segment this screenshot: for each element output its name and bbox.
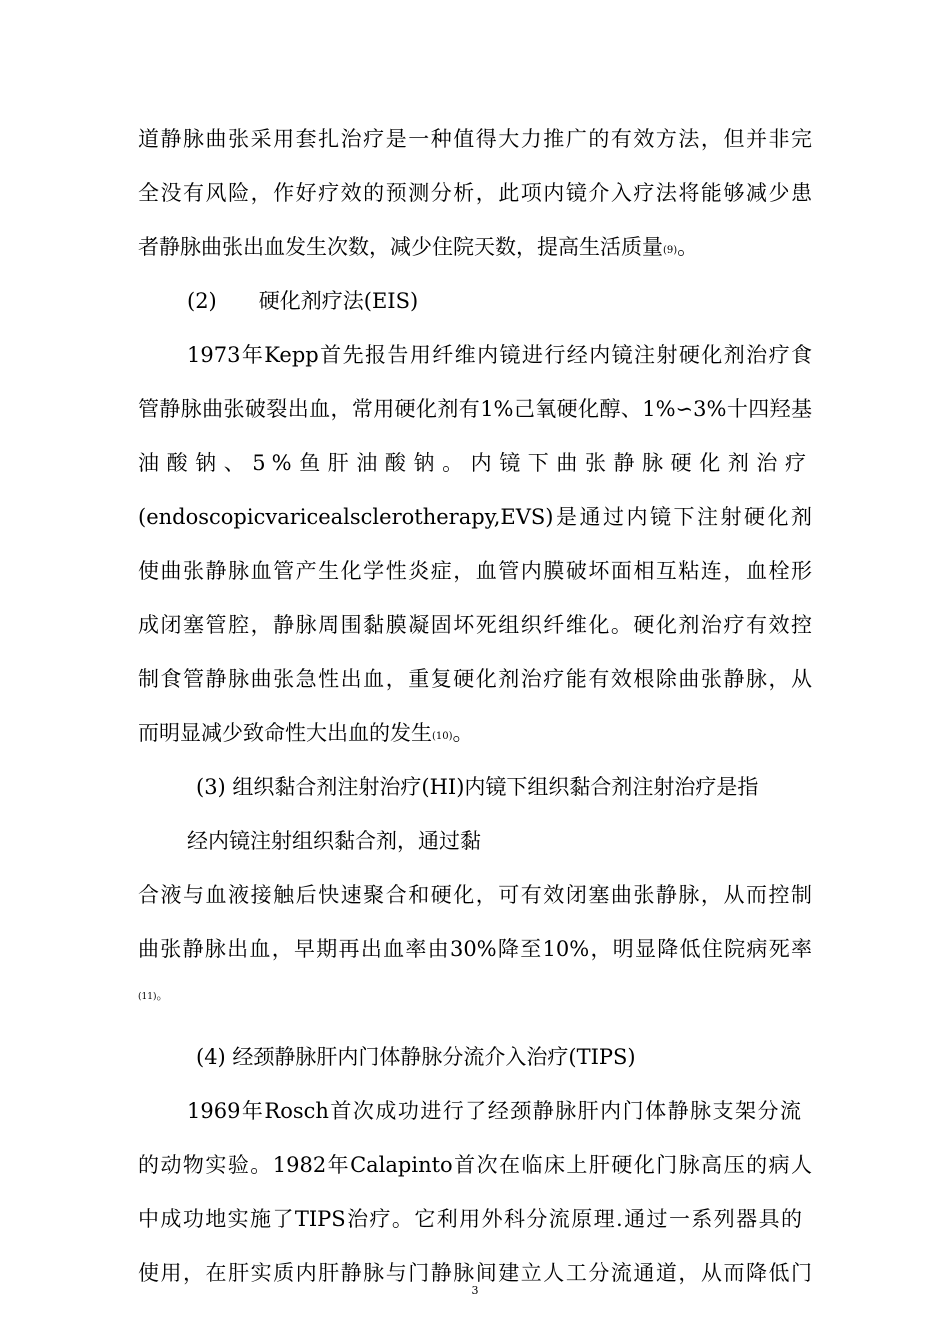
citation-ref: (10) (432, 731, 453, 742)
paragraph-line: 的动物实验。1982年Calapinto首次在临床上肝硬化门脉高压的病人 (138, 1153, 812, 1177)
paragraph-line: 使用，在肝实质内肝静脉与门静脉间建立人工分流通道，从而降低门 (138, 1261, 812, 1285)
paragraph-line: 1973年Kepp首先报告用纤维内镜进行经内镜注射硬化剂治疗食 (187, 343, 812, 367)
citation-ref: (9) (663, 245, 678, 256)
text-run: 者静脉曲张出血发生次数，减少住院天数，提高生活质量 (138, 235, 663, 259)
section-heading (187, 286, 418, 316)
heading-number: (2) (187, 289, 217, 313)
text-run: 。 (156, 988, 169, 1002)
paragraph-line: 道静脉曲张采用套扎治疗是一种值得大力推广的有效方法，但并非完 (138, 127, 812, 151)
paragraph-line: 成闭塞管腔，静脉周围黏膜凝固坏死组织纤维化。硬化剂治疗有效控 (138, 613, 812, 637)
section-heading: (3) 组织黏合剂注射治疗(HI)内镜下组织黏合剂注射治疗是指 (196, 775, 759, 799)
paragraph-line: 制食管静脉曲张急性出血，重复硬化剂治疗能有效根除曲张静脉，从 (138, 667, 812, 691)
paragraph-line: 合液与血液接触后快速聚合和硬化，可有效闭塞曲张静脉，从而控制 (138, 883, 812, 907)
paragraph-line: 油酸钠、5%鱼肝油酸钠。内镜下曲张静脉硬化剂治疗 (138, 451, 812, 475)
paragraph-line: 经内镜注射组织黏合剂，通过黏 (187, 829, 481, 853)
text-run: 而明显减少致命性大出血的发生 (138, 721, 432, 745)
text-run: 。 (452, 721, 474, 745)
text-run: 。 (677, 235, 699, 259)
paragraph-line: 使曲张静脉血管产生化学性炎症，血管内膜破坏面相互粘连，血栓形 (138, 559, 812, 583)
paragraph-line: 管静脉曲张破裂出血，常用硬化剂有1%己氧硬化醇、1%∽3%十四羟基 (138, 397, 812, 421)
citation-ref: (11) (138, 992, 157, 1002)
paragraph-line: 1969年Rosch首次成功进行了经颈静脉肝内门体静脉支架分流 (187, 1099, 801, 1123)
paragraph-line: 全没有风险，作好疗效的预测分析，此项内镜介入疗法将能够减少患 (138, 181, 812, 205)
paragraph-line (138, 980, 169, 1012)
page-number: 3 (471, 1284, 479, 1297)
heading-title: 硬化剂疗法(EIS) (258, 289, 419, 313)
paragraph-line: 曲张静脉出血，早期再出血率由30%降至10%，明显降低住院病死率 (138, 937, 812, 961)
paragraph-line: (endoscopicvaricealsclerotherapy,EVS)是通过内镜下注射硬化剂 (138, 505, 812, 529)
paragraph-line (138, 232, 698, 262)
section-heading: (4) 经颈静脉肝内门体静脉分流介入治疗(TIPS) (196, 1045, 636, 1069)
paragraph-line (138, 718, 474, 748)
paragraph-line: 中成功地实施了TIPS治疗。它利用外科分流原理.通过一系列器具的 (138, 1207, 802, 1231)
